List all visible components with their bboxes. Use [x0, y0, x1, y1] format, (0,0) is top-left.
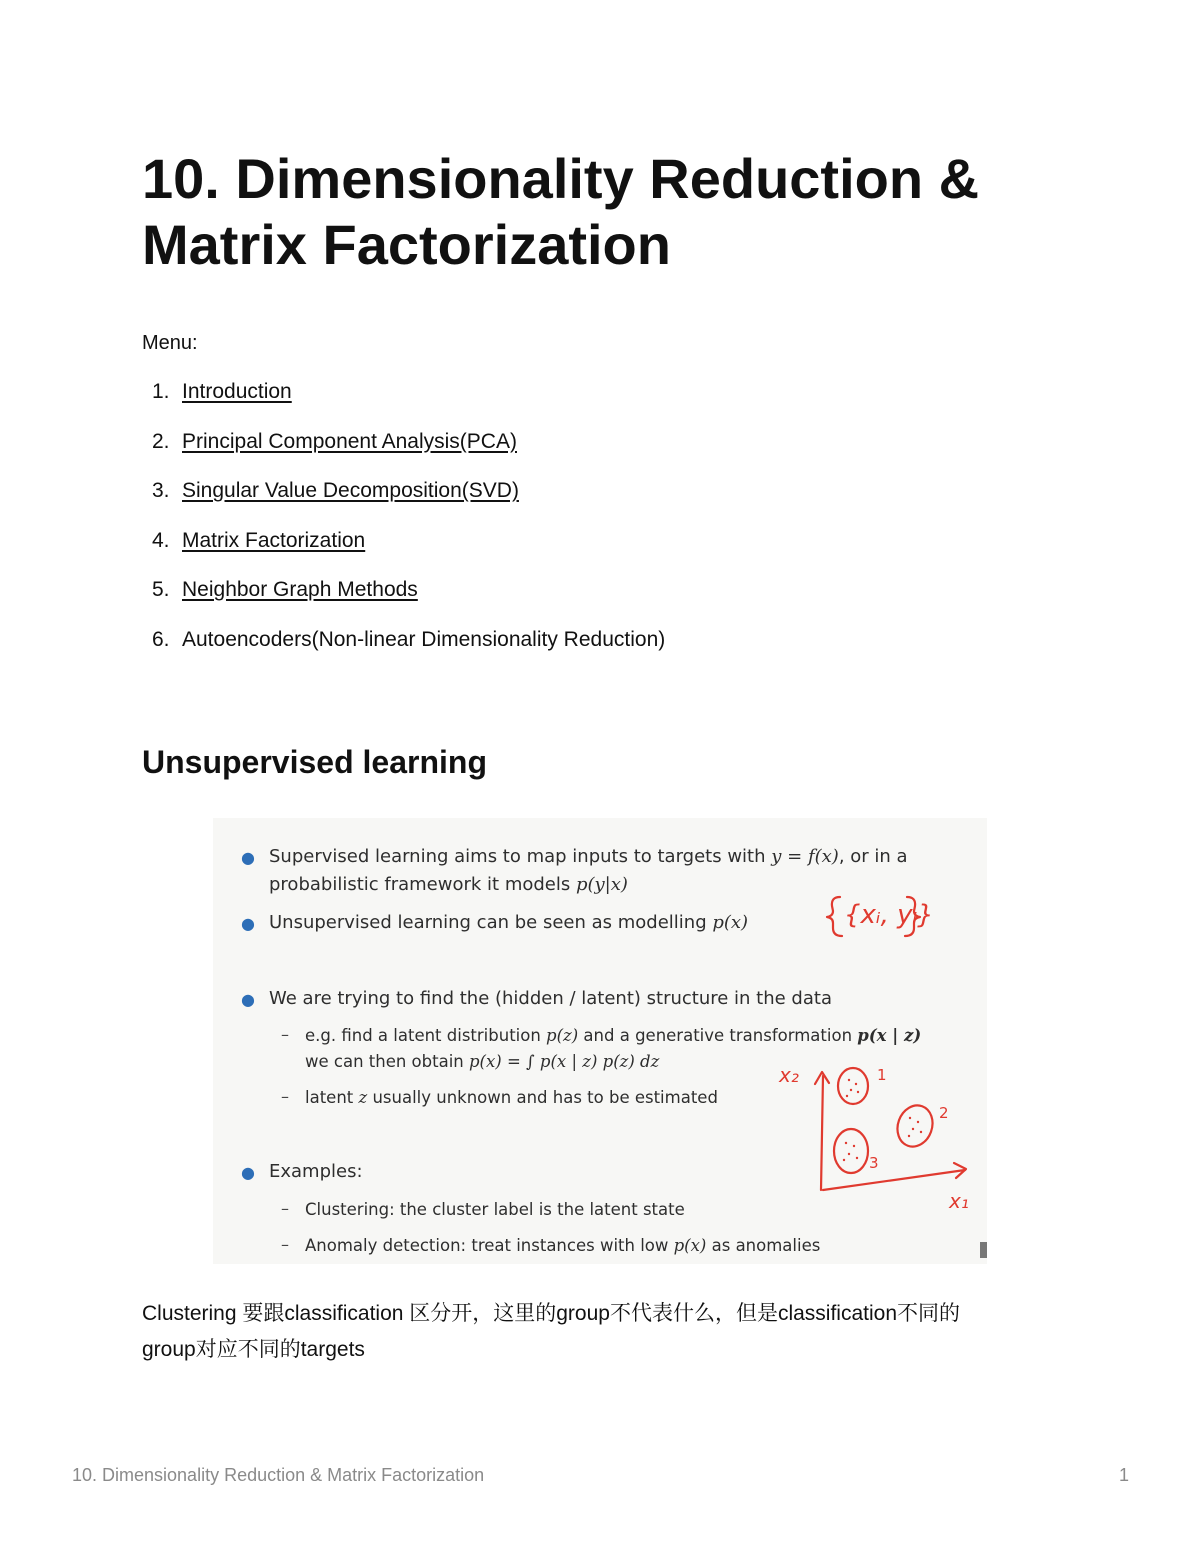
dash-icon: – [281, 1025, 289, 1044]
slide-sub-bullet-3: Clustering: the cluster label is the latent state [305, 1200, 685, 1219]
bullet-icon: ● [241, 1163, 255, 1182]
slide-bullet-3: We are trying to find the (hidden / latent) structure in the data [269, 988, 832, 1009]
menu-link-neighbor-graph[interactable]: Neighbor Graph Methods [182, 578, 418, 601]
annotation-x1-label: x₁ [949, 1189, 969, 1213]
menu-item-number: 2. [152, 429, 170, 453]
annotation-cluster-label-3: 3 [869, 1154, 879, 1172]
menu-link-matrix-factorization[interactable]: Matrix Factorization [182, 528, 366, 552]
menu-label: Menu: [142, 332, 198, 354]
slide-bullet-1-line-2 [269, 874, 628, 895]
slide-math: p(z) [546, 1026, 579, 1045]
menu-item-number: 5. [152, 578, 170, 601]
menu-link-svd[interactable]: Singular Value Decomposition(SVD) [182, 479, 519, 502]
slide-text: Supervised learning aims to map inputs to targets with [269, 846, 772, 867]
menu-link-pca[interactable]: Principal Component Analysis(PCA) [182, 429, 517, 453]
menu-item [142, 479, 665, 529]
slide-sub-bullet-1-line-2 [305, 1052, 659, 1071]
menu-item-number: 1. [152, 380, 170, 403]
slide-text: usually unknown and has to be estimated [367, 1088, 718, 1107]
slide-math: y = f(x) [771, 846, 839, 867]
bullet-icon: ● [241, 848, 255, 867]
note-line-2: group对应不同的targets [142, 1338, 365, 1361]
slide-math: z [358, 1088, 368, 1107]
slide-sub-bullet-1 [305, 1026, 921, 1045]
slide-sub-bullet-4 [305, 1236, 820, 1255]
dash-icon: – [281, 1235, 289, 1254]
page-title-line-1: 10. Dimensionality Reduction & [142, 147, 980, 210]
slide-math: p(x) [673, 1236, 707, 1255]
annotation-set-text: {xᵢ, yᵢ} [844, 900, 934, 930]
menu-item-number: 4. [152, 528, 170, 552]
slide-text: , or in a [838, 846, 908, 867]
slide-sub-bullet-2 [305, 1088, 718, 1107]
slide-math: p(x | z) [857, 1026, 922, 1045]
bullet-icon: ● [241, 990, 255, 1009]
dash-icon: – [281, 1199, 289, 1218]
slide-math: p(y|x) [575, 874, 628, 895]
annotation-cluster-label-2: 2 [939, 1104, 949, 1122]
annotation-cluster-label-1: 1 [877, 1066, 887, 1084]
menu-item [142, 380, 665, 430]
slide-text: we can then obtain [305, 1052, 469, 1071]
slide-text: probabilistic framework it models [269, 874, 576, 895]
slide-text: Unsupervised learning can be seen as modelling [269, 912, 713, 933]
slide-bullet-4: Examples: [269, 1161, 363, 1182]
slide-math: p(x) = ∫ p(x | z) p(z) dz [469, 1052, 660, 1071]
menu-item-autoencoders: Autoencoders(Non-linear Dimensionality Reduction) [182, 627, 666, 651]
note-paragraph [142, 1296, 1082, 1368]
lecture-slide-image [213, 818, 987, 1264]
menu-item-number: 3. [152, 479, 170, 502]
slide-math: p(x) [712, 912, 749, 933]
slide-text: e.g. find a latent distribution [305, 1026, 547, 1045]
menu-item-number: 6. [152, 627, 170, 651]
bullet-icon: ● [241, 914, 255, 933]
menu-list [142, 380, 665, 677]
menu-item [142, 628, 665, 678]
footer-title: 10. Dimensionality Reduction & Matrix Factorization [72, 1465, 485, 1485]
footer-page-number: 1 [1119, 1465, 1130, 1485]
slide-bullet-1 [269, 846, 908, 867]
menu-item [142, 430, 665, 480]
slide-text: Anomaly detection: treat instances with low [305, 1236, 674, 1255]
menu-item [142, 578, 665, 628]
slide-content [213, 818, 987, 1264]
slide-text: as anomalies [706, 1236, 821, 1255]
slide-text: latent [305, 1088, 359, 1107]
page-title [142, 146, 1082, 278]
page-title-line-2: Matrix Factorization [142, 213, 671, 276]
section-heading: Unsupervised learning [142, 744, 487, 780]
menu-link-introduction[interactable]: Introduction [182, 380, 292, 403]
note-line-1: Clustering 要跟classification 区分开，这里的group不代表什么，但是classification不同的 [142, 1302, 961, 1325]
annotation-x2-label: x₂ [779, 1063, 799, 1087]
dash-icon: – [281, 1087, 289, 1106]
slide-bullet-2 [269, 912, 748, 933]
menu-item [142, 529, 665, 579]
slide-text: and a generative transformation [578, 1026, 858, 1045]
